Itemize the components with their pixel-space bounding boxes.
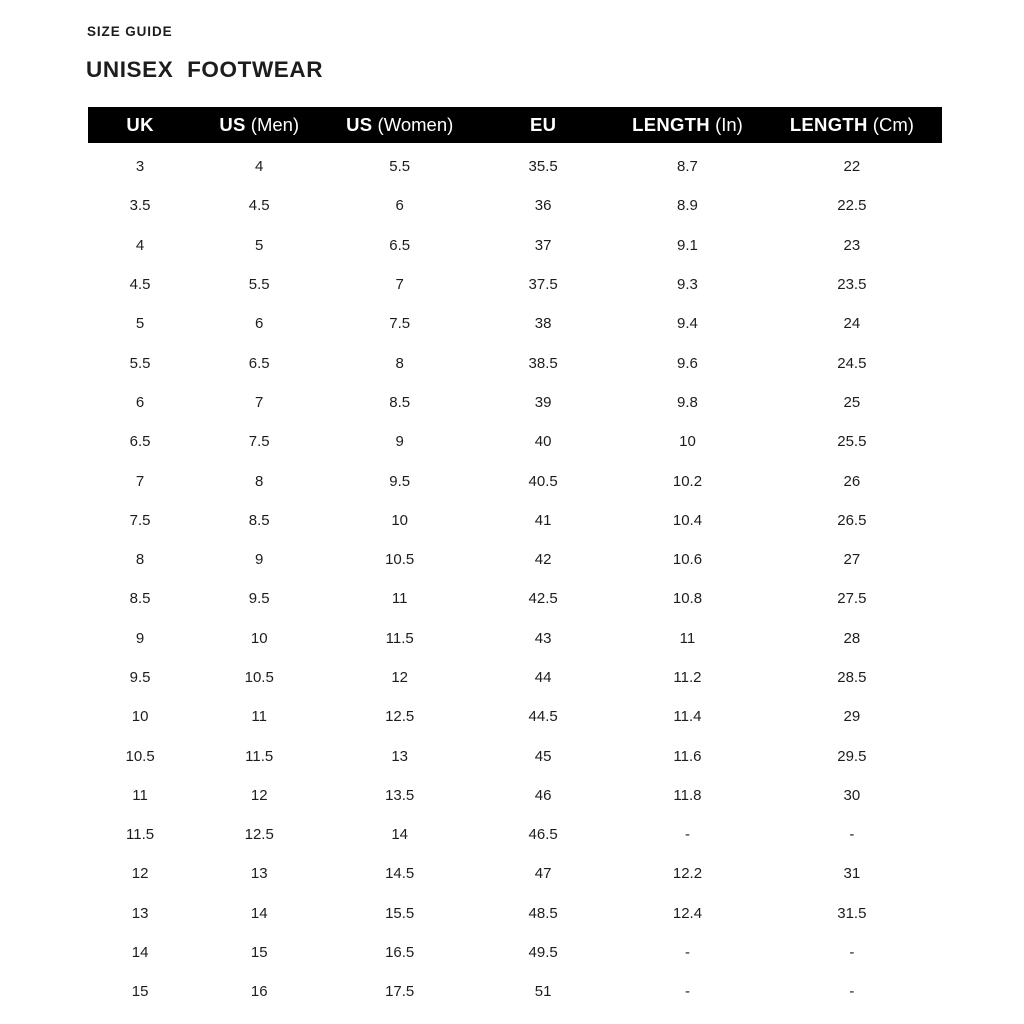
table-cell: 11.8 bbox=[673, 786, 702, 804]
table-cell: 23 bbox=[843, 236, 861, 254]
table-cell: 9.4 bbox=[677, 315, 698, 333]
col-header-uk bbox=[88, 113, 192, 135]
table-cell: 11 bbox=[132, 786, 148, 804]
table-cell: 5.5 bbox=[248, 276, 270, 294]
table-cell: 8.5 bbox=[129, 590, 151, 608]
table-cell: 11.2 bbox=[673, 669, 702, 686]
table-cell: 10.2 bbox=[672, 472, 703, 490]
table-cell: 43 bbox=[534, 629, 552, 647]
table-cell: 7.5 bbox=[129, 511, 151, 529]
table-cell: - bbox=[684, 826, 690, 844]
table-cell: 45 bbox=[534, 747, 552, 765]
table-row bbox=[88, 343, 942, 382]
table-cell: 6.5 bbox=[129, 433, 151, 451]
table-header-row bbox=[88, 107, 942, 143]
table-row bbox=[88, 815, 942, 854]
col-header-us-men-label: US bbox=[219, 113, 246, 135]
table-cell: 38 bbox=[534, 315, 552, 333]
table-row bbox=[88, 658, 942, 697]
table-cell: 7.5 bbox=[389, 315, 411, 333]
col-header-length-cm-label: LENGTH bbox=[789, 113, 868, 135]
table-cell: 46.5 bbox=[528, 826, 558, 844]
table-cell: 9 bbox=[395, 433, 404, 451]
table-cell: 9.5 bbox=[248, 590, 270, 608]
table-cell: 8.5 bbox=[389, 393, 411, 411]
table-cell: 7 bbox=[135, 472, 145, 490]
table-cell: 38.5 bbox=[528, 354, 558, 372]
table-cell: 11 bbox=[391, 590, 408, 608]
table-cell: 25.5 bbox=[837, 433, 867, 451]
size-table bbox=[88, 107, 942, 1012]
table-row bbox=[88, 776, 942, 815]
table-cell: 25 bbox=[843, 393, 861, 411]
table-cell: 44.5 bbox=[528, 708, 558, 726]
table-cell: 8.7 bbox=[677, 158, 698, 176]
table-cell: 11.4 bbox=[673, 708, 702, 726]
table-row bbox=[88, 304, 942, 343]
table-cell: 3.5 bbox=[129, 197, 151, 215]
table-row bbox=[88, 619, 942, 658]
table-cell: 12.5 bbox=[385, 708, 415, 726]
table-cell: 12.5 bbox=[244, 826, 274, 844]
table-cell: 15 bbox=[131, 983, 149, 1001]
table-cell: 9 bbox=[255, 551, 264, 569]
table-row bbox=[88, 854, 942, 893]
table-cell: 28 bbox=[843, 629, 861, 647]
table-cell: 39 bbox=[534, 393, 552, 411]
table-cell: 13.5 bbox=[385, 786, 415, 804]
table-cell: 31.5 bbox=[837, 904, 867, 922]
col-header-us-women: US (Women) bbox=[346, 113, 454, 135]
table-cell: 16 bbox=[250, 983, 268, 1001]
table-cell: 31 bbox=[843, 865, 861, 883]
table-cell: 9.6 bbox=[677, 354, 698, 372]
table-cell: - bbox=[849, 944, 855, 962]
table-cell: 12 bbox=[250, 786, 268, 804]
table-cell: 11 bbox=[679, 629, 696, 647]
table-cell: 12 bbox=[131, 865, 149, 883]
table-cell: 24 bbox=[843, 315, 861, 333]
table-cell: 24.5 bbox=[837, 354, 867, 372]
table-cell: 4.5 bbox=[248, 197, 270, 215]
table-row bbox=[88, 933, 942, 972]
table-cell: 10.4 bbox=[672, 511, 703, 529]
table-cell: 13 bbox=[250, 865, 268, 883]
table-cell: 7 bbox=[255, 393, 264, 411]
table-cell: 7 bbox=[395, 276, 404, 294]
table-cell: 22.5 bbox=[837, 197, 867, 215]
table-cell: 11.6 bbox=[673, 747, 702, 765]
table-cell: 9.5 bbox=[129, 669, 151, 686]
table-row bbox=[88, 697, 942, 736]
table-cell: 16.5 bbox=[385, 944, 415, 962]
table-cell: 8.9 bbox=[677, 197, 698, 215]
table-cell: 12.2 bbox=[672, 865, 703, 883]
table-cell: 40 bbox=[534, 433, 552, 451]
table-cell: 46 bbox=[534, 786, 552, 804]
table-cell: 15 bbox=[250, 944, 268, 962]
table-row bbox=[88, 265, 942, 304]
table-cell: 27 bbox=[843, 551, 861, 569]
table-row bbox=[88, 540, 942, 579]
table-cell: 30 bbox=[843, 786, 861, 804]
table-cell: 41 bbox=[534, 511, 552, 529]
table-cell: 10 bbox=[679, 433, 696, 451]
table-cell: - bbox=[849, 983, 855, 1001]
table-cell: 8 bbox=[255, 472, 264, 490]
col-header-uk-label: UK bbox=[126, 113, 154, 135]
table-cell: 10 bbox=[250, 629, 268, 647]
table-cell: 3 bbox=[135, 158, 145, 176]
table-cell: 22 bbox=[843, 158, 861, 176]
table-cell: 9.3 bbox=[677, 276, 698, 294]
table-cell: 29 bbox=[843, 708, 861, 726]
table-cell: 8.5 bbox=[248, 511, 270, 529]
table-row bbox=[88, 186, 942, 225]
table-cell: 11.5 bbox=[126, 826, 155, 844]
table-cell: 5 bbox=[255, 236, 264, 254]
table-row bbox=[88, 894, 942, 933]
col-header-length-cm: LENGTH (Cm) bbox=[789, 113, 914, 135]
col-header-eu-label: EU bbox=[529, 113, 557, 135]
table-cell: 9.1 bbox=[677, 236, 698, 254]
table-cell: 13 bbox=[131, 904, 149, 922]
table-row bbox=[88, 461, 942, 500]
col-header-us-men: US (Men) bbox=[219, 113, 300, 135]
table-cell: - bbox=[684, 983, 690, 1001]
table-cell: 5.5 bbox=[129, 354, 151, 372]
table-cell: 6.5 bbox=[248, 354, 270, 372]
col-header-us-women-label: US bbox=[346, 113, 373, 135]
table-cell: 51 bbox=[534, 983, 552, 1001]
table-cell: 23.5 bbox=[837, 276, 867, 294]
table-cell: 11.5 bbox=[245, 747, 274, 765]
table-cell: 5.5 bbox=[389, 158, 411, 176]
table-row bbox=[88, 579, 942, 618]
table-cell: 37.5 bbox=[528, 276, 558, 294]
table-cell: 13 bbox=[391, 747, 409, 765]
table-cell: 4 bbox=[135, 236, 145, 254]
table-body bbox=[88, 147, 942, 1012]
table-cell: 10.5 bbox=[385, 551, 415, 569]
table-row bbox=[88, 972, 942, 1011]
col-header-length-in-label: LENGTH bbox=[632, 113, 710, 135]
table-cell: 29.5 bbox=[837, 747, 867, 765]
table-cell: 48.5 bbox=[528, 904, 558, 922]
table-cell: 40.5 bbox=[528, 472, 558, 490]
table-cell: 44 bbox=[534, 669, 552, 686]
table-cell: 10 bbox=[131, 708, 149, 726]
table-cell: 37 bbox=[534, 236, 552, 254]
table-cell: 49.5 bbox=[528, 944, 558, 962]
size-guide-eyebrow: SIZE GUIDE bbox=[87, 24, 173, 39]
table-cell: 7.5 bbox=[248, 433, 270, 451]
table-cell: 10.8 bbox=[672, 590, 703, 608]
table-cell: 26.5 bbox=[837, 511, 867, 529]
table-cell: 42.5 bbox=[528, 590, 558, 608]
table-cell: 36 bbox=[534, 197, 552, 215]
table-row bbox=[88, 383, 942, 422]
table-cell: 42 bbox=[534, 551, 552, 569]
table-cell: 6 bbox=[395, 197, 404, 215]
table-row bbox=[88, 501, 942, 540]
table-cell: 8 bbox=[135, 551, 145, 569]
table-cell: 11.5 bbox=[385, 629, 414, 647]
table-cell: 9.5 bbox=[389, 472, 411, 490]
table-cell: 35.5 bbox=[528, 158, 558, 176]
table-cell: - bbox=[684, 944, 690, 962]
table-row bbox=[88, 736, 942, 775]
table-cell: 14 bbox=[391, 826, 409, 844]
table-cell: 14 bbox=[250, 904, 268, 922]
col-header-length-in: LENGTH (In) bbox=[632, 113, 743, 135]
table-cell: 8 bbox=[395, 354, 404, 372]
table-cell: 27.5 bbox=[837, 590, 867, 608]
table-row bbox=[88, 226, 942, 265]
table-cell: 4.5 bbox=[129, 276, 151, 294]
table-cell: 10 bbox=[391, 511, 409, 529]
table-cell: 10.5 bbox=[244, 669, 274, 686]
table-cell: 4 bbox=[255, 158, 264, 176]
table-cell: 6.5 bbox=[389, 236, 411, 254]
table-cell: 9.8 bbox=[677, 393, 698, 411]
page-title: UNISEX FOOTWEAR bbox=[86, 57, 324, 82]
table-cell: 12 bbox=[391, 669, 409, 686]
table-cell: 15.5 bbox=[385, 904, 415, 922]
table-cell: 14 bbox=[131, 944, 149, 962]
table-cell: 28.5 bbox=[837, 669, 867, 686]
table-cell: - bbox=[849, 826, 855, 844]
table-cell: 10.5 bbox=[125, 747, 155, 765]
table-cell: 10.6 bbox=[672, 551, 703, 569]
table-row bbox=[88, 147, 942, 186]
table-cell: 14.5 bbox=[385, 865, 415, 883]
table-cell: 12.4 bbox=[672, 904, 703, 922]
table-cell: 6 bbox=[135, 393, 145, 411]
table-cell: 47 bbox=[534, 865, 552, 883]
col-header-eu bbox=[473, 113, 613, 135]
table-cell: 26 bbox=[843, 472, 861, 490]
table-cell: 5 bbox=[135, 315, 145, 333]
table-cell: 11 bbox=[251, 708, 267, 726]
table-cell: 17.5 bbox=[385, 983, 415, 1001]
table-cell: 9 bbox=[135, 629, 145, 647]
table-cell: 6 bbox=[255, 315, 264, 333]
table-row bbox=[88, 422, 942, 461]
